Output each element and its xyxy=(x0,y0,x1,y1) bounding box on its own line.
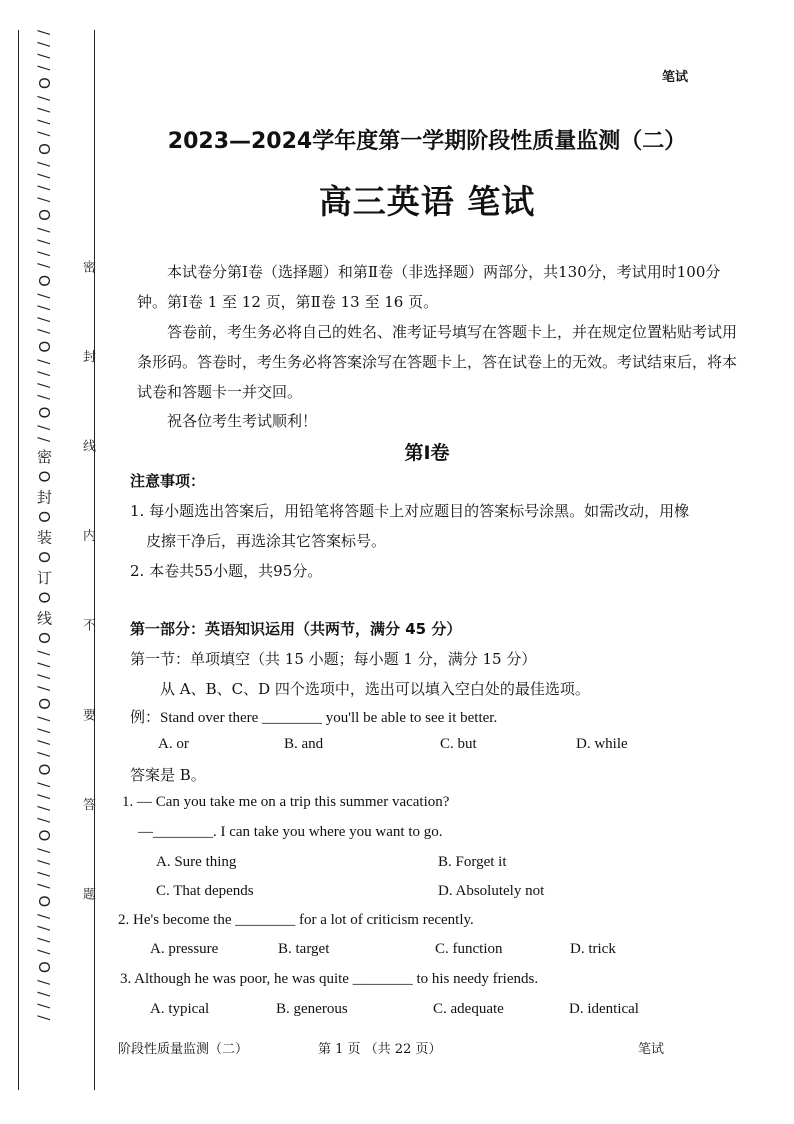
exam-title: 2023—2024学年度第一学期阶段性质量监测（二） xyxy=(167,129,687,154)
seal-line-strip: / / / / O / / / / O / / / / O / / / / O / / / / O / / / / O / / 密 O 封 O 装 O 订 O 线 O / / / / O / / / / O / / / / O / / / / O / / / / O / / / / xyxy=(35,30,53,1022)
notes-heading: 注意事项： xyxy=(130,472,206,490)
question-2-option-c: C. function xyxy=(435,941,503,957)
example-option-b: B. and xyxy=(284,736,324,752)
footer-page-number: 第 1 页 （共 22 页） xyxy=(318,1042,442,1057)
intro-paragraph-2: 答卷前，考生务必将自己的姓名、准考证号填写在答题卡上，并在规定位置粘贴考试用条形码。答卷时，考生务必将答案涂写在答题卡上，答在试卷上的无效。考试结束后，将本试卷和答题卡一并交回。 xyxy=(137,323,738,401)
section1-instruction: 从 A、B、C、D 四个选项中，选出可以填入空白处的最佳选项。 xyxy=(160,680,590,698)
question-2-option-a: A. pressure xyxy=(150,941,219,957)
question-1-stem: 1. — Can you take me on a trip this summer vacation? xyxy=(122,794,450,810)
note-2: 2. 本卷共55小题，共95分。 xyxy=(130,562,323,580)
question-2-option-d: D. trick xyxy=(570,941,616,957)
question-3-option-c: C. adequate xyxy=(433,1001,504,1017)
subject-title: 高三英语 笔试 xyxy=(318,182,536,221)
question-3-option-a: A. typical xyxy=(150,1001,210,1017)
example-option-c: C. but xyxy=(440,736,477,752)
question-2-stem: 2. He's become the ________ for a lot of criticism recently. xyxy=(118,912,474,928)
example-option-a: A. or xyxy=(158,736,189,752)
footer-tag: 笔试 xyxy=(638,1042,665,1057)
question-1-stem-response: —________. I can take you where you want to go. xyxy=(138,824,443,840)
question-2-option-b: B. target xyxy=(278,941,330,957)
part1-heading: 第一部分：英语知识运用（共两节，满分 45 分） xyxy=(130,620,462,638)
intro-paragraph-1: 本试卷分第Ⅰ卷（选择题）和第Ⅱ卷（非选择题）两部分，共130分，考试用时100分钟。第Ⅰ卷 1 至 12 页，第Ⅱ卷 13 至 16 页。 xyxy=(137,263,721,311)
question-1-option-d: D. Absolutely not xyxy=(438,883,545,899)
example-option-d: D. while xyxy=(576,736,628,752)
section1-heading: 第一节：单项填空（共 15 小题；每小题 1 分，满分 15 分） xyxy=(130,650,537,668)
header-tag: 笔试 xyxy=(662,70,689,85)
question-1-option-a: A. Sure thing xyxy=(156,854,237,870)
question-1-option-c: C. That depends xyxy=(156,883,254,899)
example-answer: 答案是 B。 xyxy=(130,766,206,784)
volume-title: 第Ⅰ卷 xyxy=(404,442,450,464)
question-1-option-b: B. Forget it xyxy=(438,854,507,870)
intro-paragraph-3: 祝各位考生考试顺利！ xyxy=(167,412,318,430)
note-1-line-2: 皮擦干净后，再选涂其它答案标号。 xyxy=(146,532,387,550)
question-3-option-b: B. generous xyxy=(276,1001,348,1017)
question-3-option-d: D. identical xyxy=(569,1001,639,1017)
footer-exam-name: 阶段性质量监测（二） xyxy=(118,1042,249,1057)
note-1-line-1: 1. 每小题选出答案后，用铅笔将答题卡上对应题目的答案标号涂黑。如需改动，用橡 xyxy=(130,502,690,520)
no-answer-warning: 密 封 线 内 不 要 答 题 xyxy=(80,260,95,900)
example-stem: 例：Stand over there ________ you'll be able to see it better. xyxy=(130,710,498,726)
question-3-stem: 3. Although he was poor, he was quite ________ to his needy friends. xyxy=(120,971,539,987)
